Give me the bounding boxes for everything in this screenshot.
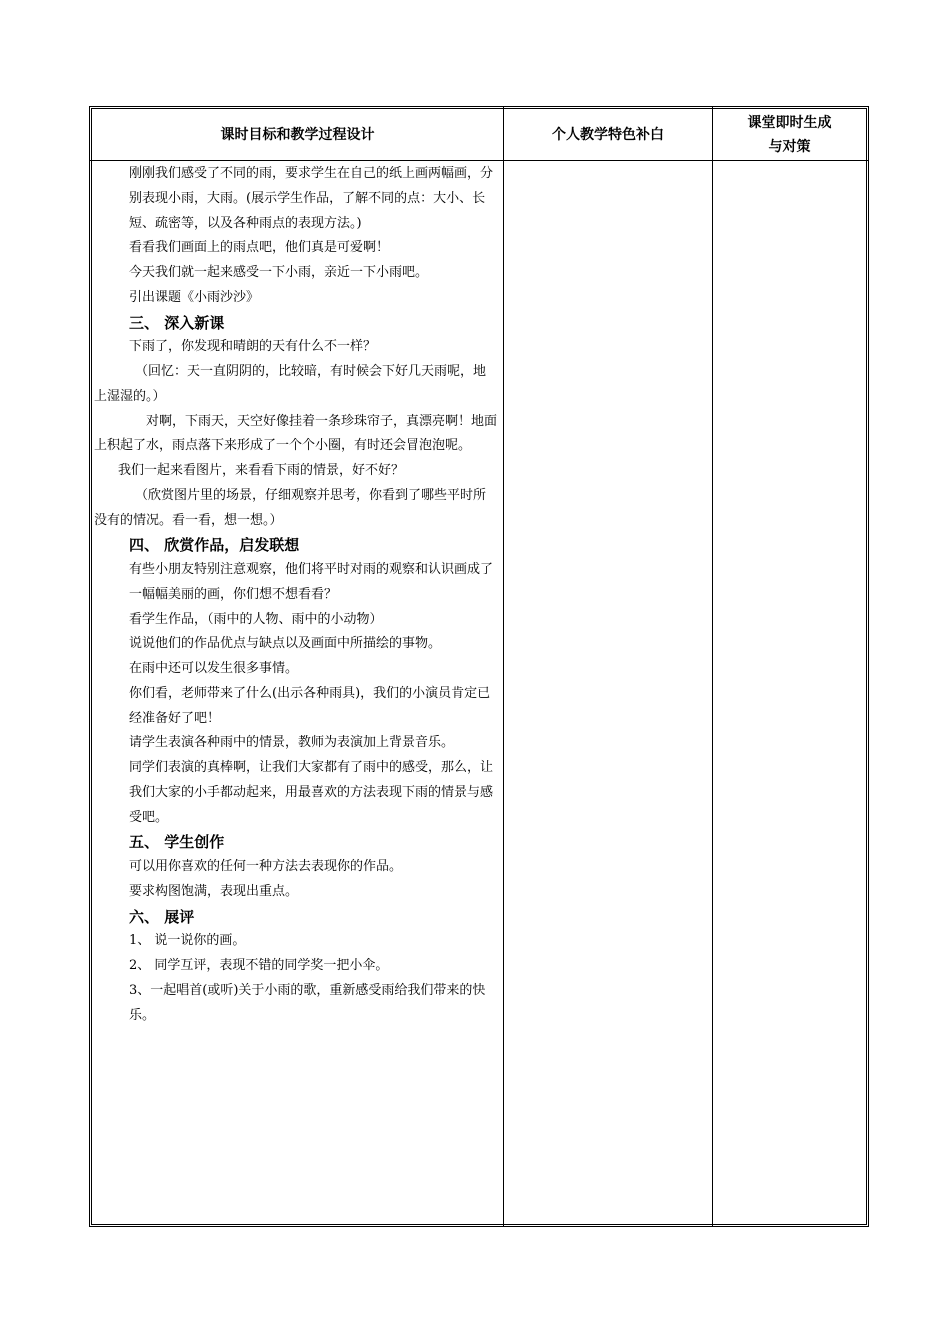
paragraph: 说说他们的作品优点与缺点以及画面中所描绘的事物。 — [129, 636, 442, 652]
header-col3-line1: 课堂即时生成 — [747, 114, 832, 131]
paragraph: 你们看，老师带来了什么(出示各种雨具)，我们的小演员肯定已经准备好了吧！ — [129, 685, 491, 726]
header-process-design: 课时目标和教学过程设计 — [220, 126, 375, 143]
paragraph: 看看我们画面上的雨点吧，他们真是可爱啊！ — [129, 240, 390, 256]
lesson-title-intro: 引出课题《小雨沙沙》 — [129, 289, 260, 305]
paragraph: 要求构图饱满，表现出重点。 — [129, 883, 299, 899]
paragraph: 对啊，下雨天，天空好像挂着一条珍珠帘子，真漂亮啊！地面上积起了水，雨点落下来形成了一个个小圈，有时还会冒泡泡呢。 — [94, 413, 498, 454]
column-divider-2 — [712, 106, 713, 1227]
paragraph: 请学生表演各种雨中的情景，教师为表演加上背景音乐。 — [129, 735, 455, 751]
paragraph: 可以用你喜欢的任何一种方法去表现你的作品。 — [129, 859, 403, 874]
paragraph: 有些小朋友特别注意观察，他们将平时对雨的观察和认识画成了一幅幅美丽的画，你们想不想看看？ — [129, 562, 494, 602]
section-heading-4: 四、 欣赏作品，启发联想 — [129, 536, 300, 555]
paragraph: 在雨中还可以发生很多事情。 — [129, 661, 299, 676]
lesson-content — [94, 162, 498, 1028]
section-heading-6: 六、 展评 — [129, 907, 195, 926]
section-heading-5: 五、 学生创作 — [129, 833, 225, 852]
paragraph: 看学生作品，（雨中的人物、雨中的小动物） — [129, 611, 383, 627]
header-col3-line2: 与对策 — [768, 138, 811, 155]
paragraph: 今天我们就一起来感受一下小雨，亲近一下小雨吧。 — [129, 265, 429, 280]
section-heading-3: 三、 深入新课 — [129, 313, 225, 332]
list-item: 2、 同学互评，表现不错的同学奖一把小伞。 — [129, 958, 389, 973]
header-teaching-features: 个人教学特色补白 — [552, 126, 664, 143]
paragraph: 刚刚我们感受了不同的雨，要求学生在自己的纸上画两幅画，分别表现小雨，大雨。(展示学生作品，了解不同的点：大小、长短、疏密等，以及各种雨点的表现方法。) — [129, 166, 494, 231]
column-divider-1 — [503, 106, 504, 1227]
header-divider — [89, 160, 869, 161]
paragraph: （回忆：天一直阴阴的，比较暗，有时候会下好几天雨呢，地上湿湿的。） — [94, 364, 487, 404]
paragraph: （欣赏图片里的场景，仔细观察并思考，你看到了哪些平时所没有的情况。看一看，想一想。） — [94, 487, 487, 528]
paragraph: 下雨了，你发现和晴朗的天有什么不一样？ — [129, 339, 377, 355]
header-classroom-strategies — [713, 109, 866, 160]
paragraph: 我们一起来看图片，来看看下雨的情景，好不好？ — [118, 463, 405, 478]
list-item: 3、一起唱首(或听)关于小雨的歌，重新感受雨给我们带来的快乐。 — [129, 982, 486, 1023]
list-item: 1、 说一说你的画。 — [129, 933, 246, 949]
paragraph: 同学们表演的真棒啊，让我们大家都有了雨中的感受，那么，让我们大家的小手都动起来，用最喜欢的方法表现下雨的情景与感受吧。 — [129, 760, 494, 825]
